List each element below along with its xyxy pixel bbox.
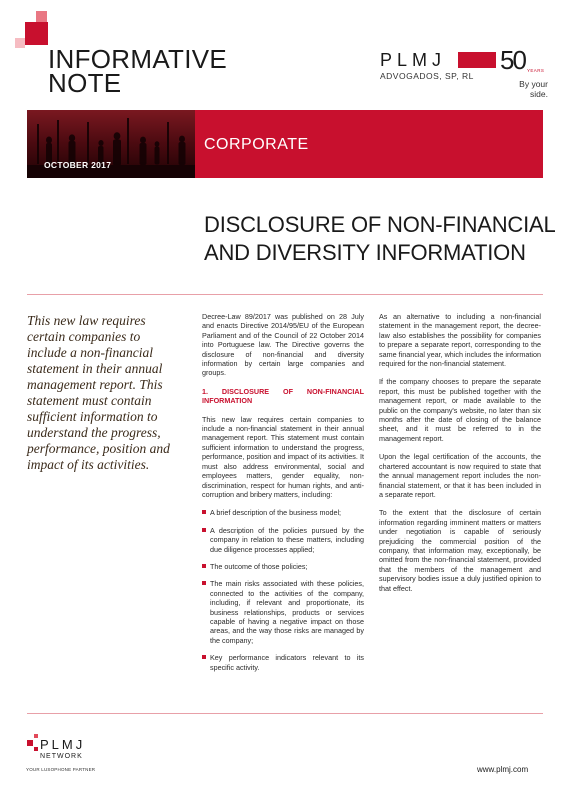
bullet-square-icon [202,528,206,532]
bullet-square-icon [202,564,206,568]
decor-square-small [36,11,47,22]
website-link[interactable]: www.plmj.com [477,765,529,774]
plmj-logo: PLMJ [380,50,447,70]
tagline [508,79,548,99]
bullet-square-icon [202,581,206,585]
body-paragraph: If the company chooses to prepare the separate report, this must be published together with the management report, or made available to the public on the company's website, no later than six months after the date of closing of the balance sheet, and it must be referred to in the management report. [379,377,541,443]
decor-square-large [25,22,48,45]
body-paragraph: As an alternative to including a non-financial statement in the management report, the decree-law also establishes the possibility for companies to prepare a separate report, corresponding to the same financial year, which includes the information required for the non-financial statement. [379,312,541,369]
intro-paragraph: Decree-Law 89/2017 was published on 28 July and enacts Directive 2014/95/EU of the European Parliament and of the Council of 22 October 2014 into Portuguese law. The Directive governs the disclosure of non-financial and diversity information by certain large companies and groups. [202,312,364,378]
list-item: The outcome of those policies; [202,562,364,571]
section-label: CORPORATE [204,136,309,153]
bullet-square-icon [202,655,206,659]
tagline-line1: By your [519,79,548,89]
section-heading: 1. DISCLOSURE OF NON-FINANCIAL INFORMATION [202,386,364,406]
pull-quote: This new law requires certain companies to include a non-financial statement in their annual management report. This statement must contain sufficient information to understand the progress, performance, position and impact of its activities. [27,313,170,472]
body-paragraph: To the extent that the disclosure of certain information regarding imminent matters or matters under negotiation is capable of seriously prejudicing the commercial position of the company, that information may, exceptionally, be omitted from the non-financial statement, provided that the members of the management and supervisory bodies issue a duly justified opinion to that effect. [379,508,541,593]
bullet-square-icon [202,510,206,514]
list-item: The main risks associated with these policies, connected to the activities of the company, including, if relevant and proportionate, its business relationships, products or services capable of having a negative impact on those areas, and the way those risks are managed by the company; [202,579,364,645]
body-paragraph: This new law requires certain companies to include a non-financial statement in their annual management report. This statement must contain sufficient information to understand the progress, performance, position and impact of its activities. It must also address environmental, social and employees matters, gender equality, non-discrimination, respect for human rights, and anti-corruption and bribery matters, including: [202,414,364,499]
decor-square-tiny [15,38,25,48]
anniversary-number: 50 [500,45,525,75]
list-item: A brief description of the business model; [202,508,364,517]
article-title-line1: DISCLOSURE OF NON-FINANCIAL [204,212,556,237]
list-item: Key performance indicators relevant to its specific activity. [202,653,364,672]
network-logo-square [27,740,33,746]
text-column-1 [202,312,364,680]
network-logo-subtext: NETWORK [40,753,83,760]
divider-top [27,294,543,295]
tagline-line2: side. [530,89,548,99]
network-tagline: YOUR LUSOPHONE PARTNER [26,767,96,772]
issue-date: OCTOBER 2017 [44,160,112,170]
network-logo-square [34,734,38,738]
article-title-line2: AND DIVERSITY INFORMATION [204,240,526,265]
network-logo-square [34,747,38,751]
doc-type-line2: NOTE [48,68,122,98]
logo-red-bar [458,52,496,68]
body-paragraph: Upon the legal certification of the accounts, the chartered accountant is now required to state that the annual management report includes the non-financial statement, or that it has been included in a separate report. [379,452,541,499]
doc-type-line1: INFORMATIVE [48,44,228,74]
anniversary-word: YEARS [527,68,545,73]
divider-bottom [27,713,543,714]
network-logo-text: PLMJ [40,737,86,752]
list-item: A description of the policies pursued by the company in relation to these matters, including due diligence processes applied; [202,526,364,554]
text-column-2 [379,312,541,602]
logo-subtitle: ADVOGADOS, SP, RL [380,71,474,81]
